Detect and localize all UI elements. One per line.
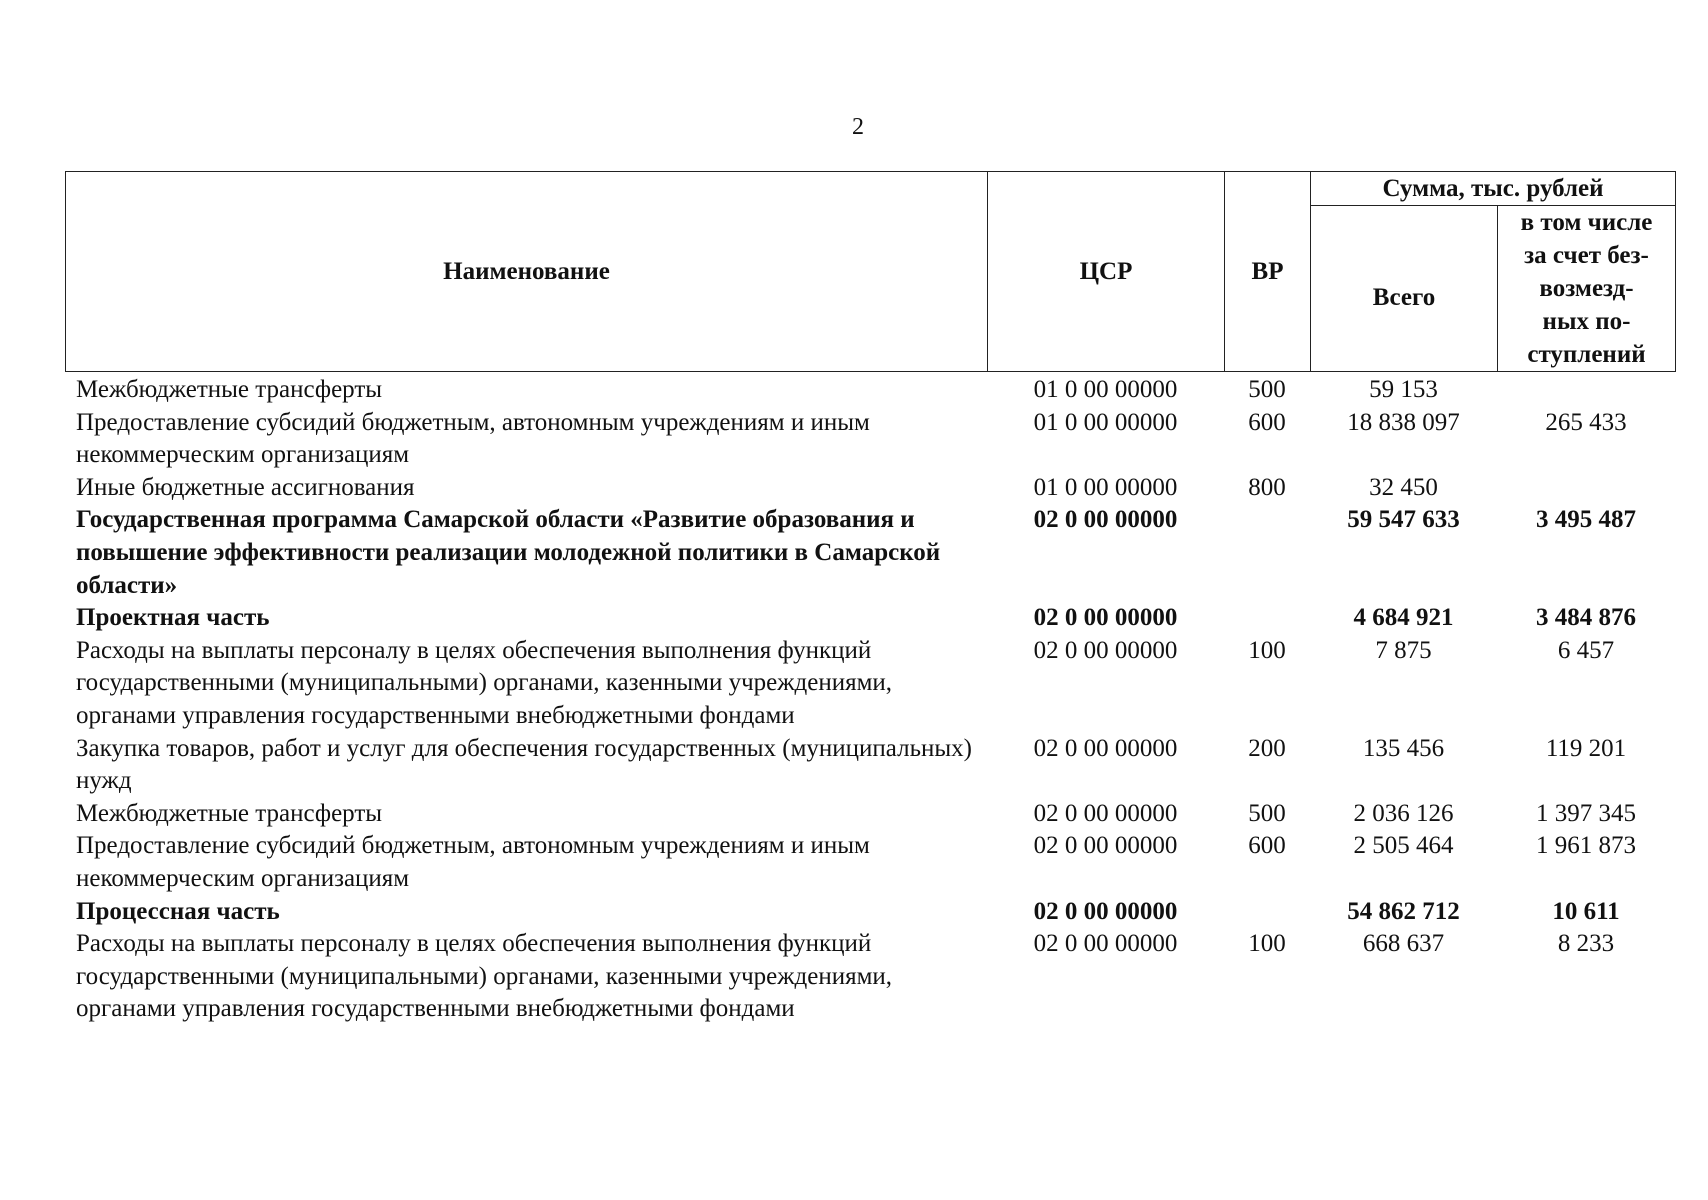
row-name: Расходы на выплаты персоналу в целях обеспечения выполнения функций государственными (муниципальными) органами, казенными учреждениями, органами управления государственными внебюджетными фондами <box>76 636 893 729</box>
row-incl: 3 495 487 <box>1536 506 1636 534</box>
row-name: Межбюджетные трансферты <box>76 799 383 827</box>
row-vr <box>1224 896 1310 929</box>
table-row <box>65 374 1675 407</box>
header-total: Всего <box>1311 206 1498 372</box>
table-row <box>65 635 1675 733</box>
row-csr: 02 0 00 00000 <box>1033 930 1178 958</box>
row-total: 4 684 921 <box>1353 604 1454 632</box>
table-body <box>65 374 1675 1026</box>
table-row <box>65 472 1675 505</box>
row-vr: 600 <box>1248 832 1286 860</box>
header-incl-line: ных по- <box>1542 308 1631 335</box>
row-incl: 3 484 876 <box>1536 604 1636 632</box>
row-csr: 02 0 00 00000 <box>1033 734 1178 762</box>
row-name: Расходы на выплаты персоналу в целях обеспечения выполнения функций государственными (муниципальными) органами, казенными учреждениями, органами управления государственными внебюджетными фондами <box>76 930 893 1023</box>
row-incl: 8 233 <box>1557 930 1615 958</box>
row-vr: 600 <box>1248 408 1286 436</box>
row-vr <box>1224 504 1310 602</box>
row-csr: 02 0 00 00000 <box>1033 636 1178 664</box>
row-incl: 119 201 <box>1545 734 1627 762</box>
row-vr: 100 <box>1248 930 1286 958</box>
row-total: 135 456 <box>1362 734 1445 762</box>
header-incl-line: возмезд- <box>1539 275 1634 302</box>
row-name: Межбюджетные трансферты <box>76 376 383 403</box>
table-row <box>65 830 1675 895</box>
header-csr: ЦСР <box>988 172 1225 372</box>
row-csr: 01 0 00 00000 <box>1033 408 1178 436</box>
row-name: Закупка товаров, работ и услуг для обеспечения государственных (муниципальных) нужд <box>76 734 972 795</box>
row-name: Предоставление субсидий бюджетным, автономным учреждениям и иным некоммерческим организациям <box>76 408 870 469</box>
table-row <box>65 798 1675 831</box>
row-incl: 265 433 <box>1545 408 1627 436</box>
row-total: 2 036 126 <box>1353 799 1454 827</box>
header-vr: ВР <box>1225 172 1311 372</box>
row-name: Проектная часть <box>76 604 270 632</box>
row-csr: 02 0 00 00000 <box>1033 604 1178 632</box>
row-incl: 1 961 873 <box>1536 832 1636 860</box>
row-csr: 02 0 00 00000 <box>1033 799 1178 827</box>
page-number: 2 <box>852 114 864 140</box>
row-vr: 100 <box>1248 636 1286 664</box>
header-incl-line: ступлений <box>1527 341 1646 368</box>
row-incl <box>1497 374 1675 407</box>
row-name: Процессная часть <box>76 897 280 925</box>
row-csr: 01 0 00 00000 <box>1033 376 1178 403</box>
header-sum: Сумма, тыс. рублей <box>1311 172 1676 206</box>
table-row <box>65 602 1675 635</box>
row-total: 54 862 712 <box>1347 897 1460 925</box>
row-csr: 02 0 00 00000 <box>1033 832 1178 860</box>
row-vr: 200 <box>1248 734 1286 762</box>
row-total: 59 153 <box>1369 376 1438 403</box>
header-incl-line: в том числе <box>1520 209 1653 236</box>
table-row <box>65 407 1675 472</box>
table-header <box>65 171 1676 372</box>
row-total: 2 505 464 <box>1353 832 1454 860</box>
row-incl: 6 457 <box>1557 636 1615 664</box>
row-total: 7 875 <box>1375 636 1432 664</box>
header-incl <box>1498 206 1676 372</box>
row-vr: 500 <box>1248 799 1286 827</box>
row-total: 59 547 633 <box>1347 506 1460 534</box>
row-incl: 10 611 <box>1552 897 1620 925</box>
table-row <box>65 928 1675 1026</box>
table-row <box>65 733 1675 798</box>
row-csr: 02 0 00 00000 <box>1033 897 1178 925</box>
header-incl-line: за счет без- <box>1524 242 1649 269</box>
row-name: Государственная программа Самарской области «Развитие образования и повышение эффективности реализации молодежной политики в Самарской области» <box>76 506 941 599</box>
table-row <box>65 504 1675 602</box>
row-csr: 02 0 00 00000 <box>1033 506 1178 534</box>
header-name: Наименование <box>66 172 988 372</box>
row-vr <box>1224 602 1310 635</box>
table-row <box>65 896 1675 929</box>
row-csr: 01 0 00 00000 <box>1033 473 1178 501</box>
row-incl: 1 397 345 <box>1536 799 1636 827</box>
row-vr: 500 <box>1248 376 1286 403</box>
row-total: 32 450 <box>1369 473 1438 501</box>
row-name: Иные бюджетные ассигнования <box>76 473 415 501</box>
row-name: Предоставление субсидий бюджетным, автономным учреждениям и иным некоммерческим организациям <box>76 832 870 892</box>
row-incl <box>1497 472 1675 505</box>
row-vr: 800 <box>1248 473 1286 501</box>
row-total: 668 637 <box>1362 930 1445 958</box>
row-total: 18 838 097 <box>1347 408 1460 436</box>
